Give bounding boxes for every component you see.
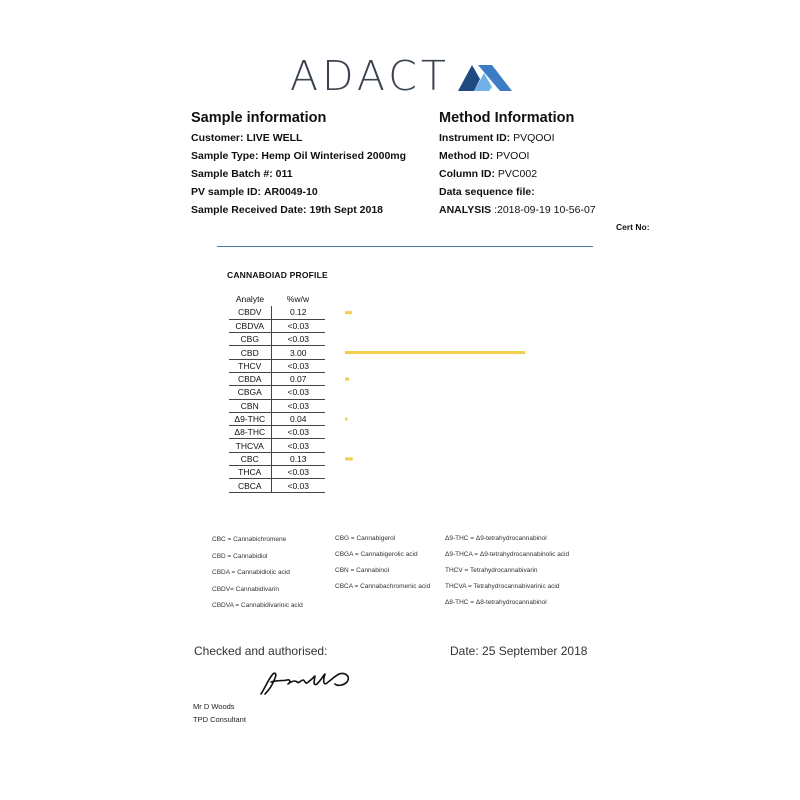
sample-info-value: 19th Sept 2018: [309, 204, 384, 216]
glossary-item: THCV = Tetrahydrocannabivarin: [445, 567, 538, 574]
sample-info-value: 011: [275, 168, 293, 180]
percent-ww-cell: <0.03: [271, 333, 325, 346]
analyte-cell: CBG: [229, 333, 271, 346]
analyte-cell: THCA: [229, 466, 271, 479]
table-row: [229, 359, 325, 372]
method-info-label: Method ID:: [439, 150, 494, 162]
analyte-cell: CBN: [229, 399, 271, 412]
analyte-cell: CBCA: [229, 479, 271, 492]
sample-info-row-type: [191, 147, 406, 165]
sample-info-value: AR0049-10: [263, 186, 318, 198]
signer-block: [193, 700, 246, 726]
adact-logo: [290, 54, 514, 98]
method-info-row-column: [439, 165, 596, 183]
analyte-cell: Δ9-THC: [229, 412, 271, 425]
profile-bar: [345, 311, 352, 314]
method-info-value: PVOOI: [496, 150, 530, 162]
glossary-item: CBGA = Cannabigerolic acid: [335, 551, 418, 558]
method-info-label: Instrument ID:: [439, 132, 511, 144]
percent-ww-column-header: %w/w: [286, 294, 310, 304]
method-info-label: Column ID:: [439, 168, 495, 180]
analyte-cell: CBD: [229, 346, 271, 359]
profile-bar: [345, 418, 347, 421]
analyte-cell: CBGA: [229, 386, 271, 399]
sample-info-label: Sample Type:: [191, 150, 259, 162]
table-row: [229, 452, 325, 465]
glossary-column-2: [335, 531, 430, 595]
table-row: [229, 412, 325, 425]
sample-information-section: [191, 108, 406, 219]
method-information-title: Method Information: [439, 110, 575, 126]
profile-bar: [345, 378, 349, 381]
analyte-cell: THCVA: [229, 439, 271, 452]
glossary-item: CBD = Cannabidiol: [212, 552, 268, 560]
glossary-item: CBDA = Cannabidiolic acid: [212, 569, 290, 576]
table-row: [229, 372, 325, 385]
analyte-cell: Δ8-THC: [229, 426, 271, 439]
checked-and-authorised-label: Checked and authorised:: [194, 644, 328, 658]
table-row: [229, 479, 325, 492]
glossary-item: CBC = Cannabichromene: [212, 536, 287, 543]
table-row: [229, 306, 325, 319]
sample-info-label: Sample Received Date:: [191, 204, 307, 216]
sample-info-label: PV sample ID:: [191, 186, 262, 198]
glossary-item: CBG = Cannabigerol: [335, 535, 396, 542]
table-header-row: [229, 292, 325, 306]
percent-ww-cell: <0.03: [271, 479, 325, 492]
percent-ww-cell: 0.07: [271, 372, 325, 385]
profile-bar: [345, 457, 353, 460]
glossary-item: Δ9-THCA = Δ9-tetrahydrocannabinolic acid: [445, 551, 570, 558]
glossary-item: CBDVA = Cannabidivarinic acid: [212, 602, 303, 609]
glossary-item: CBN = Cannabinol: [335, 567, 390, 574]
sample-info-label: Customer:: [191, 132, 244, 144]
method-info-label: ANALYSIS: [439, 204, 492, 216]
method-info-value: PVC002: [497, 168, 538, 180]
method-info-row-analysis: [439, 201, 596, 219]
method-info-row-method: [439, 147, 596, 165]
table-row: [229, 399, 325, 412]
sample-info-label: Sample Batch #:: [191, 168, 273, 180]
method-info-value: PVQOOI: [513, 132, 555, 144]
analyte-cell: CBC: [229, 452, 271, 465]
percent-ww-cell: 0.13: [271, 452, 325, 465]
percent-ww-cell: <0.03: [271, 319, 325, 332]
percent-ww-cell: <0.03: [271, 439, 325, 452]
method-info-label: Data sequence file:: [439, 186, 535, 198]
method-info-row-instrument: [439, 129, 596, 147]
handwritten-signature-icon: [257, 668, 357, 698]
cannabinoid-profile-table: [229, 292, 325, 493]
percent-ww-cell: <0.03: [271, 399, 325, 412]
signer-role: TPD Consultant: [193, 715, 246, 724]
analyte-cell: CBDV: [229, 306, 271, 319]
sample-info-row-pv-id: [191, 183, 406, 201]
table-row: [229, 346, 325, 359]
glossary-column-1: [212, 532, 303, 615]
glossary-item: Δ9-THC = Δ9-tetrahydrocannabinol: [445, 535, 547, 542]
glossary-item: Δ8-THC = Δ8-tetrahydrocannabinol: [445, 599, 547, 606]
sample-information-title: Sample information: [191, 110, 327, 126]
analyte-cell: THCV: [229, 359, 271, 372]
table-row: [229, 319, 325, 332]
profile-bar: [345, 351, 525, 354]
table-row: [229, 466, 325, 479]
analyte-cell: CBDA: [229, 372, 271, 385]
sample-info-value: LIVE WELL: [246, 132, 303, 144]
glossary-column-3: [445, 531, 569, 611]
method-info-row-sequence: [439, 183, 596, 201]
analyte-column-header: Analyte: [235, 294, 265, 304]
percent-ww-cell: <0.03: [271, 386, 325, 399]
adact-logo-mark-icon: [456, 59, 514, 93]
table-row: [229, 333, 325, 346]
percent-ww-cell: 0.12: [271, 306, 325, 319]
sample-info-row-batch: [191, 165, 406, 183]
method-info-value: :2018-09-19 10-56-07: [494, 204, 596, 216]
cannabinoid-profile-title: CANNABOIAD PROFILE: [227, 270, 328, 280]
glossary-item: CBCA = Cannabachromenic acid: [335, 583, 431, 590]
percent-ww-cell: <0.03: [271, 466, 325, 479]
percent-ww-cell: 3.00: [271, 346, 325, 359]
cert-no-label: Cert No:: [616, 222, 650, 232]
percent-ww-cell: 0.04: [271, 412, 325, 425]
glossary-item: CBDV= Cannabidivarin: [212, 585, 280, 593]
sample-info-row-received: [191, 201, 406, 219]
sample-info-value: Hemp Oil Winterised 2000mg: [261, 150, 407, 162]
table-row: [229, 386, 325, 399]
method-information-section: [439, 108, 596, 219]
analyte-cell: CBDVA: [229, 319, 271, 332]
glossary-item: THCVA = Tetrahydrocannabivarinic acid: [445, 583, 560, 590]
percent-ww-cell: <0.03: [271, 359, 325, 372]
signer-name: Mr D Woods: [193, 702, 235, 711]
table-row: [229, 439, 325, 452]
table-row: [229, 426, 325, 439]
percent-ww-cell: <0.03: [271, 426, 325, 439]
authorisation-date: Date: 25 September 2018: [450, 644, 588, 658]
logo-text: ADACT: [290, 52, 450, 100]
section-divider: [217, 246, 593, 247]
sample-info-row-customer: [191, 129, 406, 147]
